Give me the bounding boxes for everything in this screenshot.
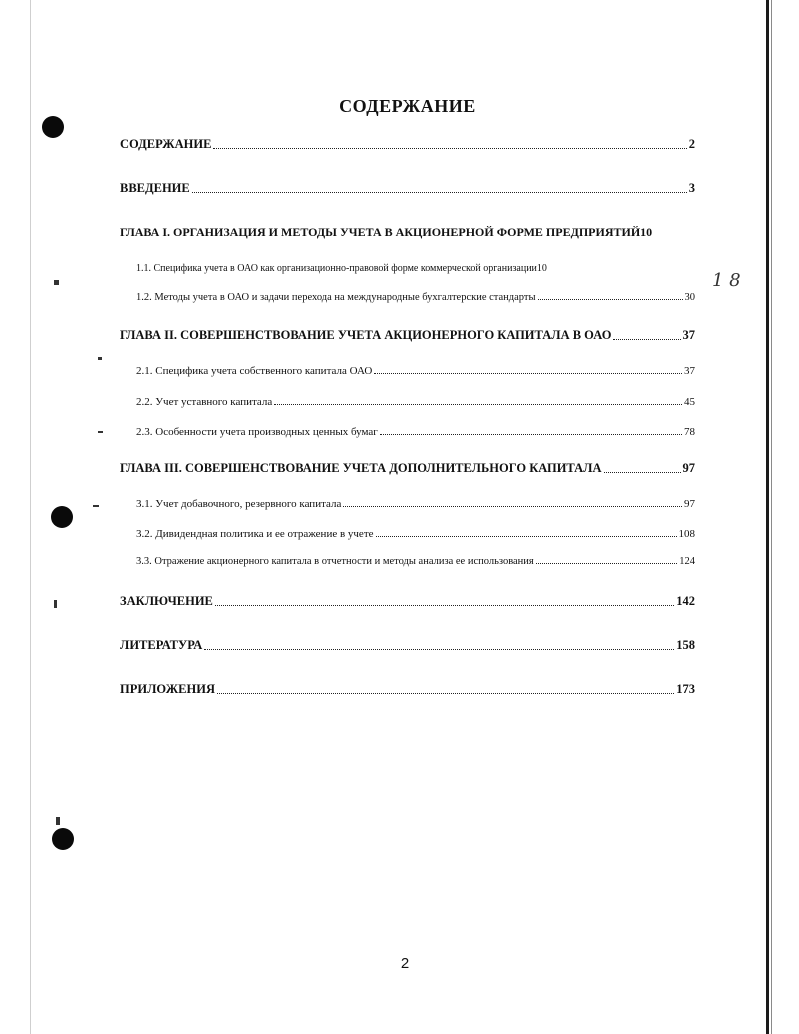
toc-entry <box>136 426 695 438</box>
toc-entry-page: 97 <box>684 498 695 510</box>
toc-entry <box>120 461 695 476</box>
scan-speck <box>54 600 57 608</box>
punch-hole <box>42 116 64 138</box>
toc-entry <box>136 263 695 274</box>
toc-entry-label: ГЛАВА II. СОВЕРШЕНСТВОВАНИЕ УЧЕТА АКЦИОНЕРНОГО КАПИТАЛА В ОАО <box>120 328 612 342</box>
toc-entry-label: 2.3. Особенности учета производных ценных бумаг <box>136 426 378 438</box>
toc-dot-leader <box>613 338 680 340</box>
scan-speck <box>98 357 102 360</box>
punch-hole <box>51 506 73 528</box>
toc-entry-page: 142 <box>676 594 695 608</box>
toc-dot-leader <box>215 604 674 606</box>
toc-entry-page: 97 <box>682 461 695 475</box>
scan-speck <box>98 431 103 433</box>
toc-entry-label: 2.1. Специфика учета собственного капитала ОАО <box>136 365 373 377</box>
toc-entry-label: 3.3. Отражение акционерного капитала в отчетности и методы анализа ее использования <box>136 556 534 567</box>
toc-entry-label: 1.1. Специфика учета в ОАО как организационно-правовой форме коммерческой организации <box>136 263 537 274</box>
toc-entry-label: 3.2. Дивидендная политика и ее отражение в учете <box>136 528 374 540</box>
scan-speck <box>56 817 60 825</box>
toc-entry-page: 10 <box>536 263 547 274</box>
toc-entry-page: 10 <box>640 225 653 239</box>
toc-entry-label: СОДЕРЖАНИЕ <box>120 137 212 151</box>
toc-entry-page: 3 <box>688 181 695 195</box>
toc-entry-label: ВВЕДЕНИЕ <box>120 181 190 195</box>
toc-entry-page: 173 <box>676 682 695 696</box>
toc-entry-page: 124 <box>679 556 695 567</box>
page-title: СОДЕРЖАНИЕ <box>339 96 476 116</box>
toc-entry <box>136 498 695 510</box>
toc-entry-label: ЛИТЕРАТУРА <box>120 638 203 652</box>
toc-entry-label: 2.2. Учет уставного капитала <box>136 396 273 408</box>
toc-dot-leader <box>192 191 687 193</box>
toc-dot-leader <box>213 147 686 149</box>
toc-entry <box>136 292 695 303</box>
toc-entry-page: 108 <box>678 528 695 540</box>
toc-entry <box>120 328 695 343</box>
toc-dot-leader <box>204 648 674 650</box>
toc-entry-page: 37 <box>682 328 695 342</box>
toc-dot-leader <box>343 505 682 507</box>
page-number: 2 <box>400 955 410 972</box>
toc-dot-leader <box>374 372 682 374</box>
toc-entry-page: 158 <box>676 638 695 652</box>
toc-dot-leader <box>538 298 683 300</box>
toc-entry <box>136 528 695 540</box>
page-left-edge <box>30 0 31 1034</box>
toc-entry <box>136 556 695 567</box>
handwritten-margin-note: 1 8 <box>712 270 741 291</box>
toc-entry-label: 1.2. Методы учета в ОАО и задачи перехода на международные бухгалтерские стандарты <box>136 292 536 303</box>
toc-dot-leader <box>380 433 682 435</box>
toc-entry <box>136 365 695 377</box>
toc-entry <box>120 638 695 653</box>
toc-entry-label: ГЛАВА III. СОВЕРШЕНСТВОВАНИЕ УЧЕТА ДОПОЛНИТЕЛЬНОГО КАПИТАЛА <box>120 461 602 475</box>
toc-entry <box>120 137 695 152</box>
toc-dot-leader <box>604 471 681 473</box>
toc-entry-page: 45 <box>684 396 695 408</box>
toc-entry <box>136 396 695 408</box>
toc-entry <box>120 181 695 196</box>
toc-dot-leader <box>536 562 678 564</box>
scan-speck <box>54 280 59 285</box>
toc-entry <box>120 682 695 697</box>
toc-dot-leader <box>217 692 674 694</box>
toc-entry-page: 2 <box>688 137 695 151</box>
toc-entry-label: 3.1. Учет добавочного, резервного капитала <box>136 498 342 510</box>
toc-entry <box>120 225 695 240</box>
toc-entry-label: ГЛАВА I. ОРГАНИЗАЦИЯ И МЕТОДЫ УЧЕТА В АКЦИОНЕРНОЙ ФОРМЕ ПРЕДПРИЯТИЙ <box>120 225 641 239</box>
punch-hole <box>52 828 74 850</box>
toc-dot-leader <box>274 403 682 405</box>
scan-speck <box>93 505 99 507</box>
toc-entry-label: ЗАКЛЮЧЕНИЕ <box>120 594 213 608</box>
toc-entry-label: ПРИЛОЖЕНИЯ <box>120 682 215 696</box>
toc-entry-page: 30 <box>684 292 695 303</box>
toc-entry-page: 37 <box>684 365 695 377</box>
toc-dot-leader <box>376 535 677 537</box>
scan-right-border-shadow <box>771 0 772 1034</box>
scan-right-border <box>766 0 769 1034</box>
toc-entry-page: 78 <box>684 426 695 438</box>
toc-entry <box>120 594 695 609</box>
